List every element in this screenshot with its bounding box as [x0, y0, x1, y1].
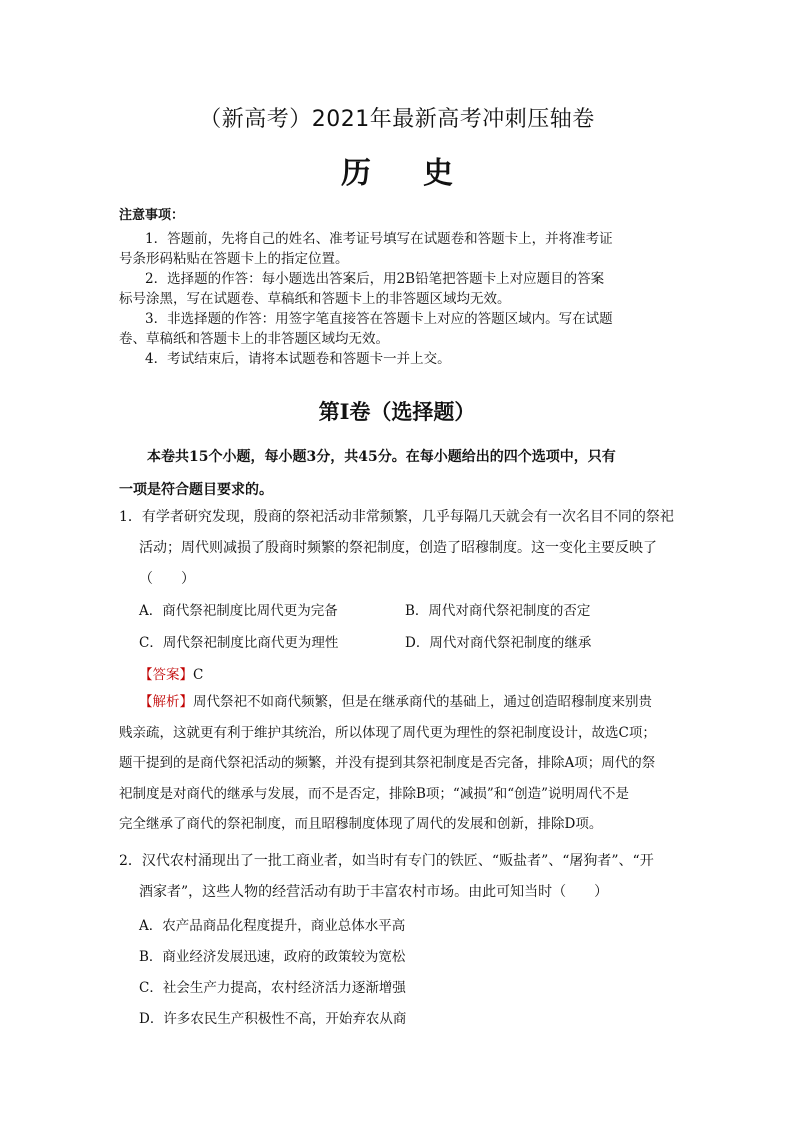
- answer-value: C: [193, 667, 204, 683]
- q2-option-c: C．社会生产力提高，农村经济活力逐渐增强: [139, 980, 406, 996]
- notice-line: 标号涂黑，写在试题卷、草稿纸和答题卡上的非答题区域均无效。: [119, 291, 511, 307]
- q2-option-a: A．农产品商品化程度提升，商业总体水平高: [139, 918, 406, 934]
- q1-option-d: D．周代对商代祭祀制度的继承: [405, 635, 592, 651]
- notice-heading: 注意事项：: [119, 208, 185, 223]
- subject-title: 历史: [341, 156, 505, 191]
- intro-line: 一项是符合题目要求的。: [119, 482, 273, 498]
- section-intro: [119, 441, 679, 507]
- question-2-stem: [119, 846, 679, 908]
- notice-line: 3．非选择题的作答：用签字笔直接答在答题卡上对应的答题区域内。写在试题: [145, 311, 613, 327]
- q1-option-a: A．商代祭祀制度比周代更为完备: [139, 603, 338, 619]
- analysis-line: 题干提到的是商代祭祀活动的频繁，并没有提到其祭祀制度是否完备，排除A项；周代的祭: [119, 755, 656, 772]
- answer-tag: 【答案】: [139, 667, 193, 683]
- analysis-line: 贱亲疏，这就更有利于维护其统治，所以体现了周代更为理性的祭祀制度设计，故选C项；: [119, 724, 656, 741]
- q1-answer: [139, 663, 203, 683]
- analysis-line: 祀制度是对商代的继承与发展，而不是否定，排除B项；“减损”和“创造”说明周代不是: [119, 785, 630, 802]
- q2-option-b: B．商业经济发展迅速，政府的政策较为宽松: [139, 949, 406, 965]
- notice-line: 1．答题前，先将自己的姓名、准考证号填写在试题卷和答题卡上，并将准考证: [145, 231, 613, 247]
- question-line: 1．有学者研究发现，殷商的祭祀活动非常频繁，几乎每隔几天就会有一次名目不同的祭祀: [119, 509, 674, 525]
- analysis-line: 完全继承了商代的祭祀制度，而且昭穆制度体现了周代的发展和创新，排除D项。: [119, 816, 603, 833]
- analysis-tag: 【解析】: [139, 694, 193, 710]
- q1-analysis: [119, 687, 681, 840]
- analysis-text: 周代祭祀不如商代频繁，但是在继承商代的基础上，通过创造昭穆制度来别贵: [193, 694, 652, 710]
- notice-list: [119, 229, 679, 369]
- notice-line: 卷、草稿纸和答题卡上的非答题区域均无效。: [119, 331, 389, 347]
- question-1-stem: [119, 502, 679, 595]
- section-title: 第Ⅰ卷（选择题）: [318, 399, 476, 424]
- question-line: （ ）: [139, 571, 195, 587]
- question-line: 活动；周代则减损了殷商时频繁的祭祀制度，创造了昭穆制度。这一变化主要反映了: [139, 540, 657, 556]
- intro-line: 本卷共15个小题，每小题3分，共45分。在每小题给出的四个选项中，只有: [147, 449, 616, 465]
- q1-option-b: B．周代对商代祭祀制度的否定: [405, 603, 591, 619]
- notice-line: 4．考试结束后，请将本试题卷和答题卡一并上交。: [145, 351, 451, 367]
- exam-title: （新高考）2021年最新高考冲刺压轴卷: [199, 107, 595, 132]
- q1-option-c: C．周代祭祀制度比商代更为理性: [139, 635, 339, 651]
- question-line: 酒家者”，这些人物的经营活动有助于丰富农村市场。由此可知当时（ ）: [139, 884, 609, 900]
- notice-line: 号条形码粘贴在答题卡上的指定位置。: [119, 251, 349, 267]
- question-line: 2．汉代农村涌现出了一批工商业者，如当时有专门的铁匠、“贩盐者”、“屠狗者”、“开: [119, 853, 654, 869]
- q2-option-d: D．许多农民生产积极性不高，开始弃农从商: [139, 1011, 407, 1027]
- notice-line: 2．选择题的作答：每小题选出答案后，用2B铅笔把答题卡上对应题目的答案: [145, 271, 605, 287]
- analysis-line: [119, 687, 681, 718]
